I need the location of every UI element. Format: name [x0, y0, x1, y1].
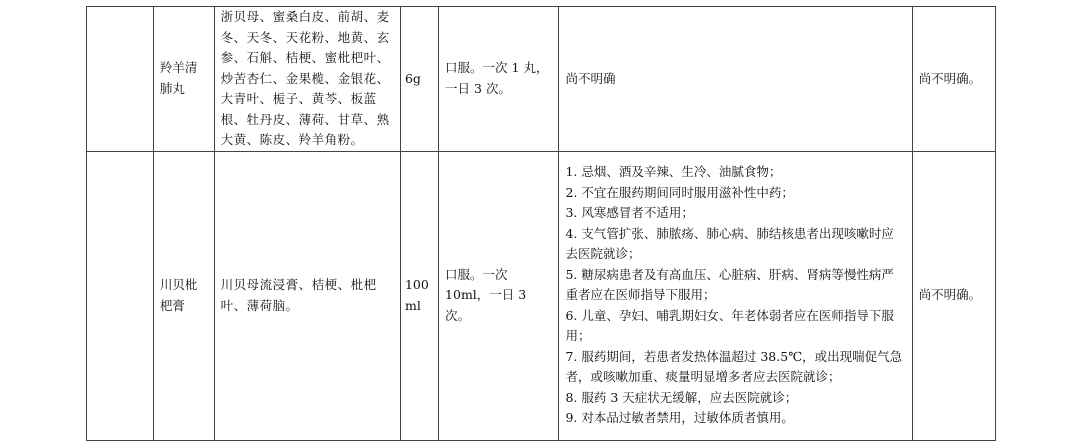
caution-item: 2. 不宜在服药期间同时服用滋补性中药； — [565, 184, 794, 200]
other-cell: 尚不明确。 — [912, 7, 995, 152]
caution-item: 5. 糖尿病患者及有高血压、心脏病、肝病、肾病等慢性病严重者应在医师指导下服用； — [565, 266, 894, 303]
other-cell: 尚不明确。 — [912, 151, 995, 440]
caution-item: 8. 服药 3 天症状无缓解，应去医院就诊； — [565, 389, 798, 405]
table-row — [87, 7, 996, 152]
caution-cell — [559, 151, 912, 440]
dose-cell: 6g — [400, 7, 438, 152]
usage-cell: 口服。一次 10ml，一日 3 次。 — [439, 151, 559, 440]
caution-item: 1. 忌烟、酒及辛辣、生冷、油腻食物； — [565, 164, 782, 180]
caution-item: 6. 儿童、孕妇、哺乳期妇女、年老体弱者应在医师指导下服用； — [565, 307, 894, 344]
caution-cell: 尚不明确 — [559, 7, 912, 152]
medicine-name: 羚羊清肺丸 — [153, 7, 214, 152]
caution-item: 9. 对本品过敏者禁用，过敏体质者慎用。 — [565, 410, 794, 426]
caution-item: 3. 风寒感冒者不适用； — [565, 205, 694, 221]
caution-item: 4. 支气管扩张、肺脓疡、肺心病、肺结核患者出现咳嗽时应去医院就诊； — [565, 225, 894, 262]
usage-cell: 口服。一次 1 丸，一日 3 次。 — [439, 7, 559, 152]
table-row — [87, 151, 996, 440]
medicine-name: 川贝枇杷膏 — [153, 151, 214, 440]
caution-item: 7. 服药期间，若患者发热体温超过 38.5℃，或出现喘促气急者，或咳嗽加重、痰量明显增多者应去医院就诊； — [565, 348, 903, 385]
composition-cell: 浙贝母、蜜桑白皮、前胡、麦冬、天冬、天花粉、地黄、玄参、石斛、桔梗、蜜枇杷叶、炒苦杏仁、金果榄、金银花、大青叶、栀子、黄芩、板蓝根、牡丹皮、薄荷、甘草、熟大黄、陈皮、羚羊角粉。 — [214, 7, 400, 152]
medicine-table — [86, 6, 996, 441]
index-cell — [87, 151, 154, 440]
dose-cell: 100ml — [400, 151, 438, 440]
caution-list — [565, 162, 905, 429]
composition-cell: 川贝母流浸膏、桔梗、枇杷叶、薄荷脑。 — [214, 151, 400, 440]
index-cell — [87, 7, 154, 152]
